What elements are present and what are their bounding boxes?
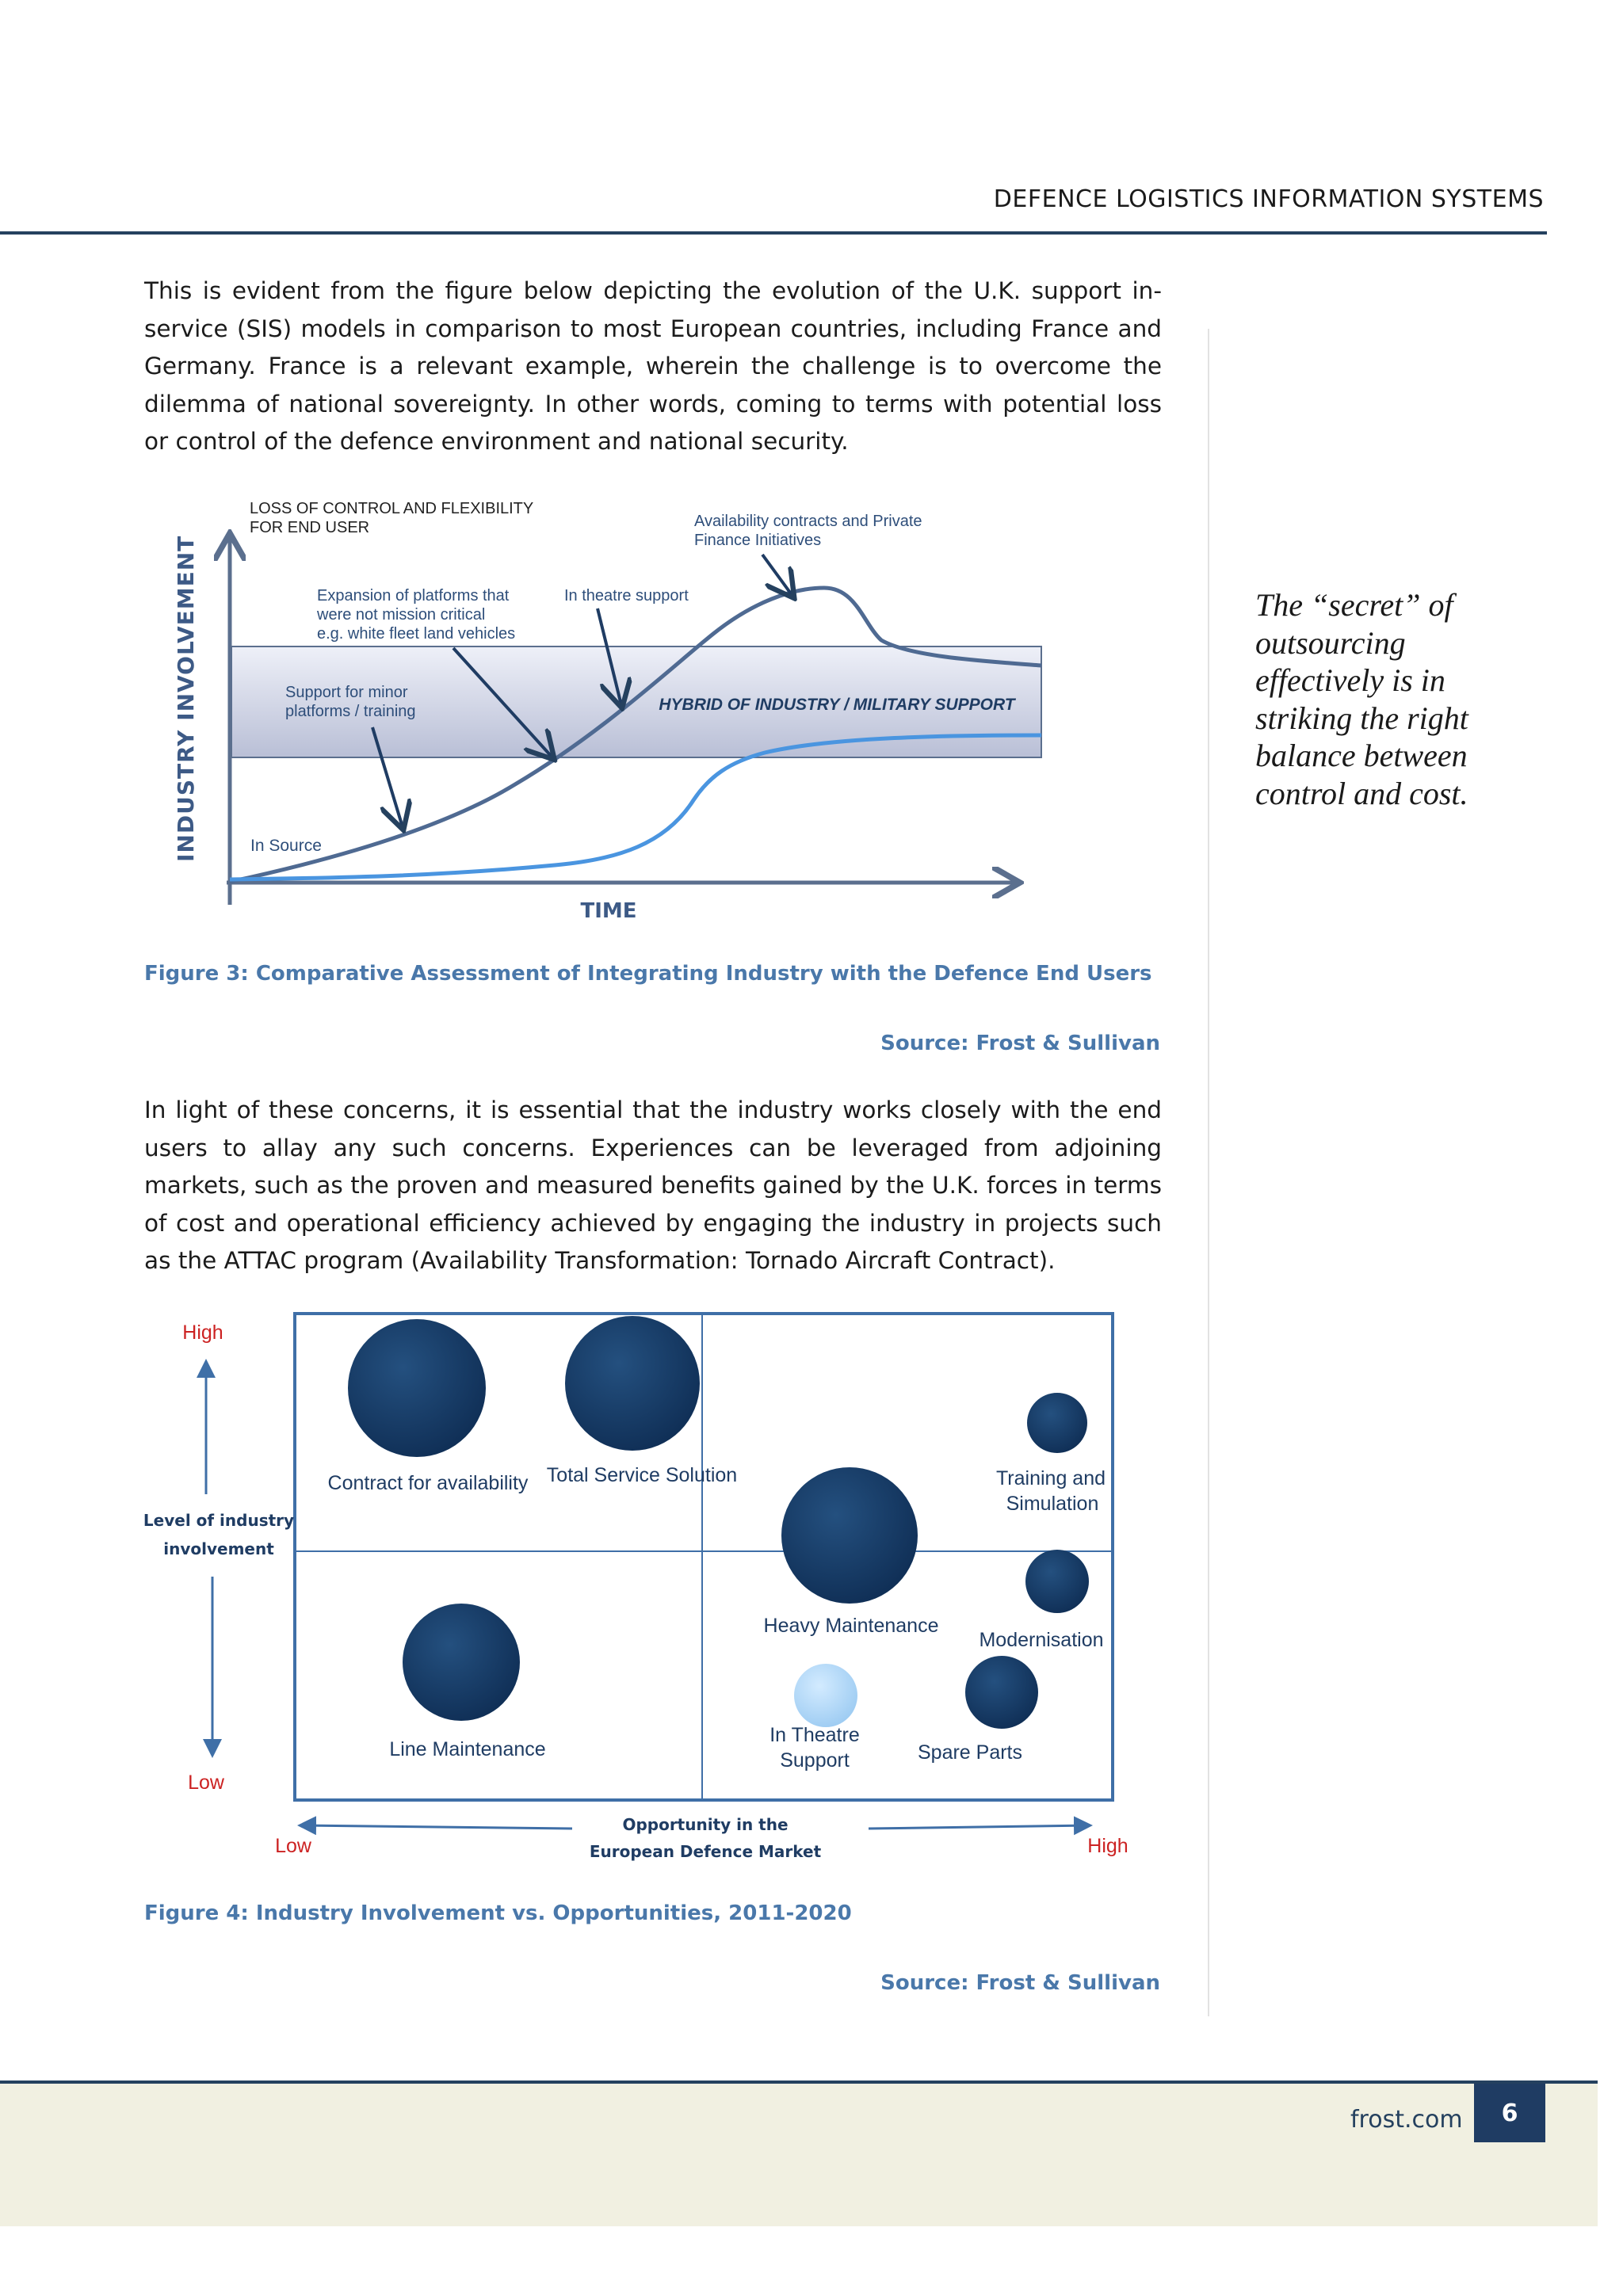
footer-site-link[interactable]: frost.com — [1350, 2106, 1463, 2134]
label-total-service-solution: Total Service Solution — [546, 1464, 738, 1486]
annotation-support-2: platforms / training — [285, 703, 416, 720]
y-high-label: High — [182, 1322, 223, 1344]
body-paragraph-2: In light of these concerns, it is essential that the industry works closely with the end users to allay any such concerns. Experiences can be leveraged from adjoining markets, such as the proven and measured benefits gained by the U.K. forces in terms of cost and operational efficiency achieved by engaging the industry in projects such as the ATTAC program (Availability Transformation: Tornado Aircraft Contract). — [144, 1097, 1162, 1274]
x-axis-label: TIME — [580, 899, 637, 923]
figure-4-caption: Figure 4: Industry Involvement vs. Opportunities, 2011-2020 — [144, 1901, 852, 1925]
footer-rule — [0, 2081, 1598, 2084]
label-spare-parts: Spare Parts — [917, 1741, 1023, 1764]
bubble-spare-parts — [965, 1656, 1038, 1729]
label-contract-for-availability: Contract for availability — [327, 1472, 529, 1494]
label-modernisation: Modernisation — [979, 1629, 1104, 1651]
label-training-1: Training and — [995, 1467, 1106, 1489]
bubble-training-simulation — [1027, 1393, 1087, 1453]
annotation-expansion-1: Expansion of platforms that — [317, 587, 510, 605]
label-in-theatre-2: Support — [780, 1749, 850, 1772]
annotation-in-source: In Source — [250, 837, 322, 855]
page-number: 6 — [1474, 2084, 1545, 2142]
bubble-line-maintenance — [403, 1604, 520, 1721]
top-label-2: FOR END USER — [250, 519, 370, 536]
y-title-1: Level of industry — [143, 1511, 295, 1530]
x-title-2: European Defence Market — [589, 1842, 822, 1861]
bubble-modernisation — [1025, 1550, 1089, 1613]
label-in-theatre-1: In Theatre — [769, 1724, 860, 1746]
bubble-contract-for-availability — [348, 1319, 486, 1457]
figure-3 — [173, 500, 1041, 923]
label-line-maintenance: Line Maintenance — [389, 1738, 546, 1760]
availability-arrow — [762, 555, 792, 596]
figure-4-source: Source: Frost & Sullivan — [880, 1971, 1160, 1995]
y-axis-label: INDUSTRY INVOLVEMENT — [173, 535, 199, 862]
bubble-heavy-maintenance — [781, 1467, 918, 1604]
annotation-support-1: Support for minor — [285, 684, 408, 701]
pull-quote: The “secret” of outsourcing effectively is in striking the right balance between control and cost. — [1255, 587, 1468, 811]
annotation-availability-1: Availability contracts and Private — [694, 513, 922, 530]
figure-3-source: Source: Frost & Sullivan — [880, 1032, 1160, 1055]
top-label-1: LOSS OF CONTROL AND FLEXIBILITY — [250, 500, 534, 517]
x-right-arrow — [869, 1825, 1090, 1829]
label-training-2: Simulation — [1006, 1493, 1099, 1515]
body-paragraph-1: This is evident from the figure below depicting the evolution of the U.K. support in-service (SIS) models in comparison to most European countries, including France and Germany. France is a relevant example, wherein the challenge is to overcome the dilemma of national sovereignty. In other words, coming to terms with potential loss or control of the defence environment and national security. — [144, 277, 1162, 455]
y-title-2: involvement — [163, 1539, 274, 1558]
footer-band — [0, 2084, 1598, 2226]
figure-3-caption: Figure 3: Comparative Assessment of Integrating Industry with the Defence End Users — [144, 962, 1152, 986]
bubble-in-theatre-support — [794, 1664, 857, 1727]
hybrid-band-label: HYBRID OF INDUSTRY / MILITARY SUPPORT — [659, 696, 1015, 714]
annotation-expansion-2: were not mission critical — [317, 606, 486, 624]
x-low-label: Low — [275, 1835, 311, 1857]
annotation-availability-2: Finance Initiatives — [694, 532, 822, 549]
running-header: DEFENCE LOGISTICS INFORMATION SYSTEMS — [993, 185, 1544, 213]
y-low-label: Low — [188, 1772, 224, 1794]
annotation-theatre: In theatre support — [564, 587, 689, 605]
figure-4 — [143, 1314, 1128, 1861]
label-heavy-maintenance: Heavy Maintenance — [763, 1615, 939, 1637]
annotation-expansion-3: e.g. white fleet land vehicles — [317, 625, 516, 643]
x-title-1: Opportunity in the — [622, 1815, 789, 1834]
x-high-label: High — [1087, 1835, 1128, 1857]
x-left-arrow — [300, 1825, 572, 1829]
bubble-total-service-solution — [565, 1316, 700, 1451]
